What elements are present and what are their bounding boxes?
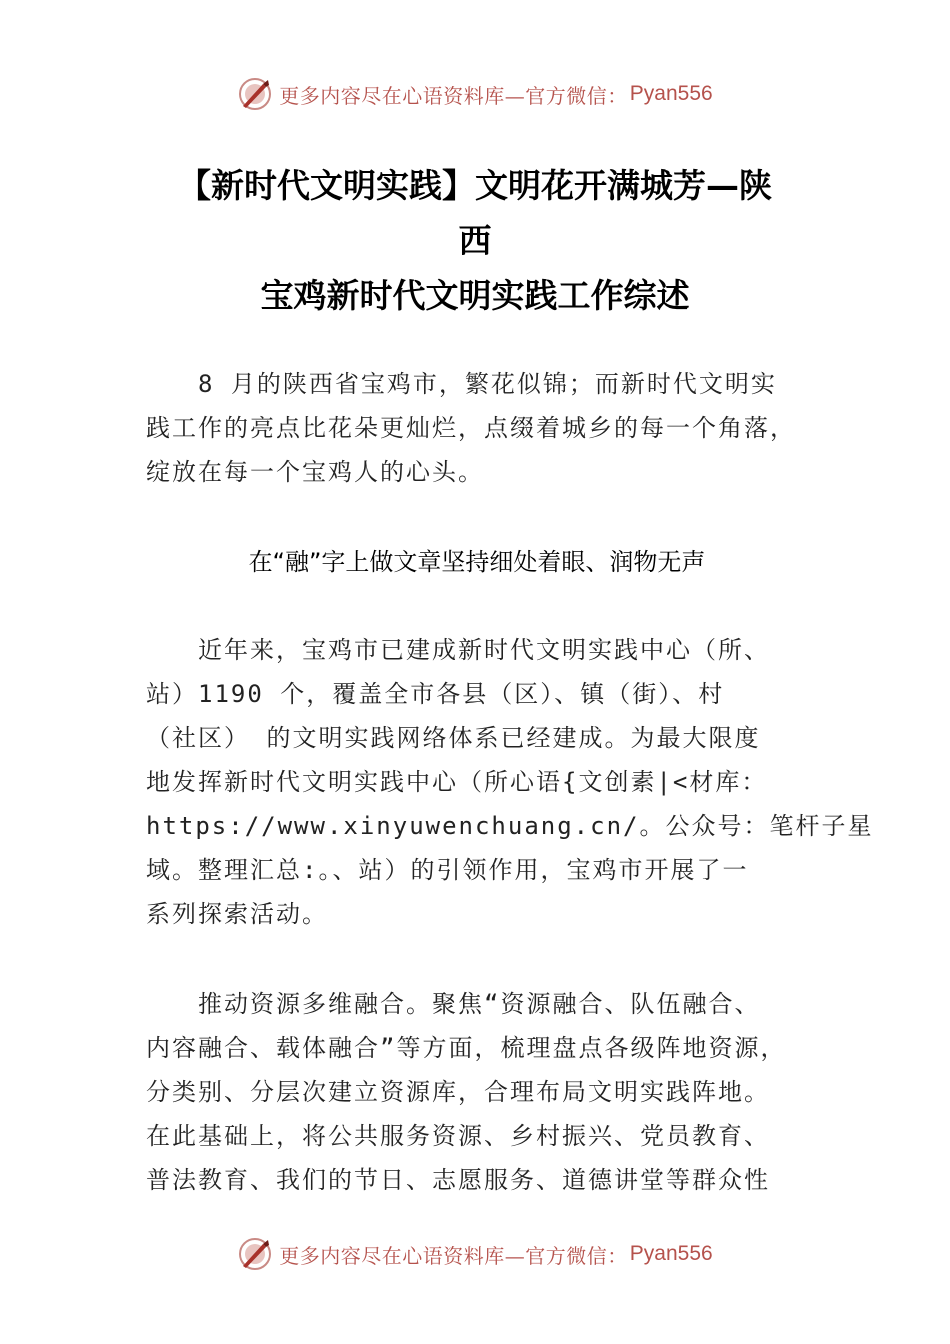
header-banner xyxy=(0,72,950,116)
paragraph-line: 分类别、分层次建立资源库，合理布局文明实践阵地。 xyxy=(146,1078,770,1106)
wechat-handle: Pyan556 xyxy=(629,82,713,105)
paragraph-line: 践工作的亮点比花朵更灿烂，点缀着城乡的每一个角落， xyxy=(146,414,796,442)
paragraph-line: 绽放在每一个宝鸡人的心头。 xyxy=(146,458,484,486)
banner-text: 更多内容尽在心语资料库—官方微信： xyxy=(279,83,628,108)
title-line: 【新时代文明实践】文明花开满城芳—陕 xyxy=(178,166,772,205)
paragraph-line: https://www.xinyuwenchuang.cn/。公众号：笔杆子星 xyxy=(146,812,874,840)
intro-paragraph xyxy=(146,362,808,494)
paragraph-line: 域。整理汇总:。、站）的引领作用，宝鸡市开展了一 xyxy=(146,856,749,884)
body-paragraph xyxy=(146,628,874,936)
paragraph-line: 普法教育、我们的节日、志愿服务、道德讲堂等群众性 xyxy=(146,1166,770,1194)
document-title xyxy=(150,158,800,323)
paragraph-line: 推动资源多维融合。聚焦“资源融合、队伍融合、 xyxy=(146,990,761,1018)
paragraph-line: 8 月的陕西省宝鸡市，繁花似锦；而新时代文明实 xyxy=(146,370,777,398)
paragraph-line: 内容融合、载体融合”等方面，梳理盘点各级阵地资源， xyxy=(146,1034,787,1062)
title-line: 西 xyxy=(458,221,492,260)
paragraph-line: 在此基础上，将公共服务资源、乡村振兴、党员教育、 xyxy=(146,1122,770,1150)
section-heading: 在“融”字上做文章坚持细处着眼、润物无声 xyxy=(248,548,706,576)
wechat-handle: Pyan556 xyxy=(629,1242,713,1265)
paragraph-line: （社区） 的文明实践网络体系已经建成。为最大限度 xyxy=(146,724,761,752)
banner-text: 更多内容尽在心语资料库—官方微信： xyxy=(279,1243,628,1268)
pen-nib-logo-icon xyxy=(237,1236,273,1272)
pen-nib-logo-icon xyxy=(237,76,273,112)
paragraph-line: 站）1190 个，覆盖全市各县（区）、镇（街）、村 xyxy=(146,680,725,708)
footer-banner xyxy=(0,1232,950,1276)
paragraph-line: 近年来，宝鸡市已建成新时代文明实践中心（所、 xyxy=(146,636,770,664)
body-paragraph xyxy=(146,982,808,1202)
paragraph-line: 地发挥新时代文明实践中心（所心语{文创素|<材库： xyxy=(146,768,768,796)
paragraph-line: 系列探索活动。 xyxy=(146,900,328,928)
title-line: 宝鸡新时代文明实践工作综述 xyxy=(260,276,690,315)
